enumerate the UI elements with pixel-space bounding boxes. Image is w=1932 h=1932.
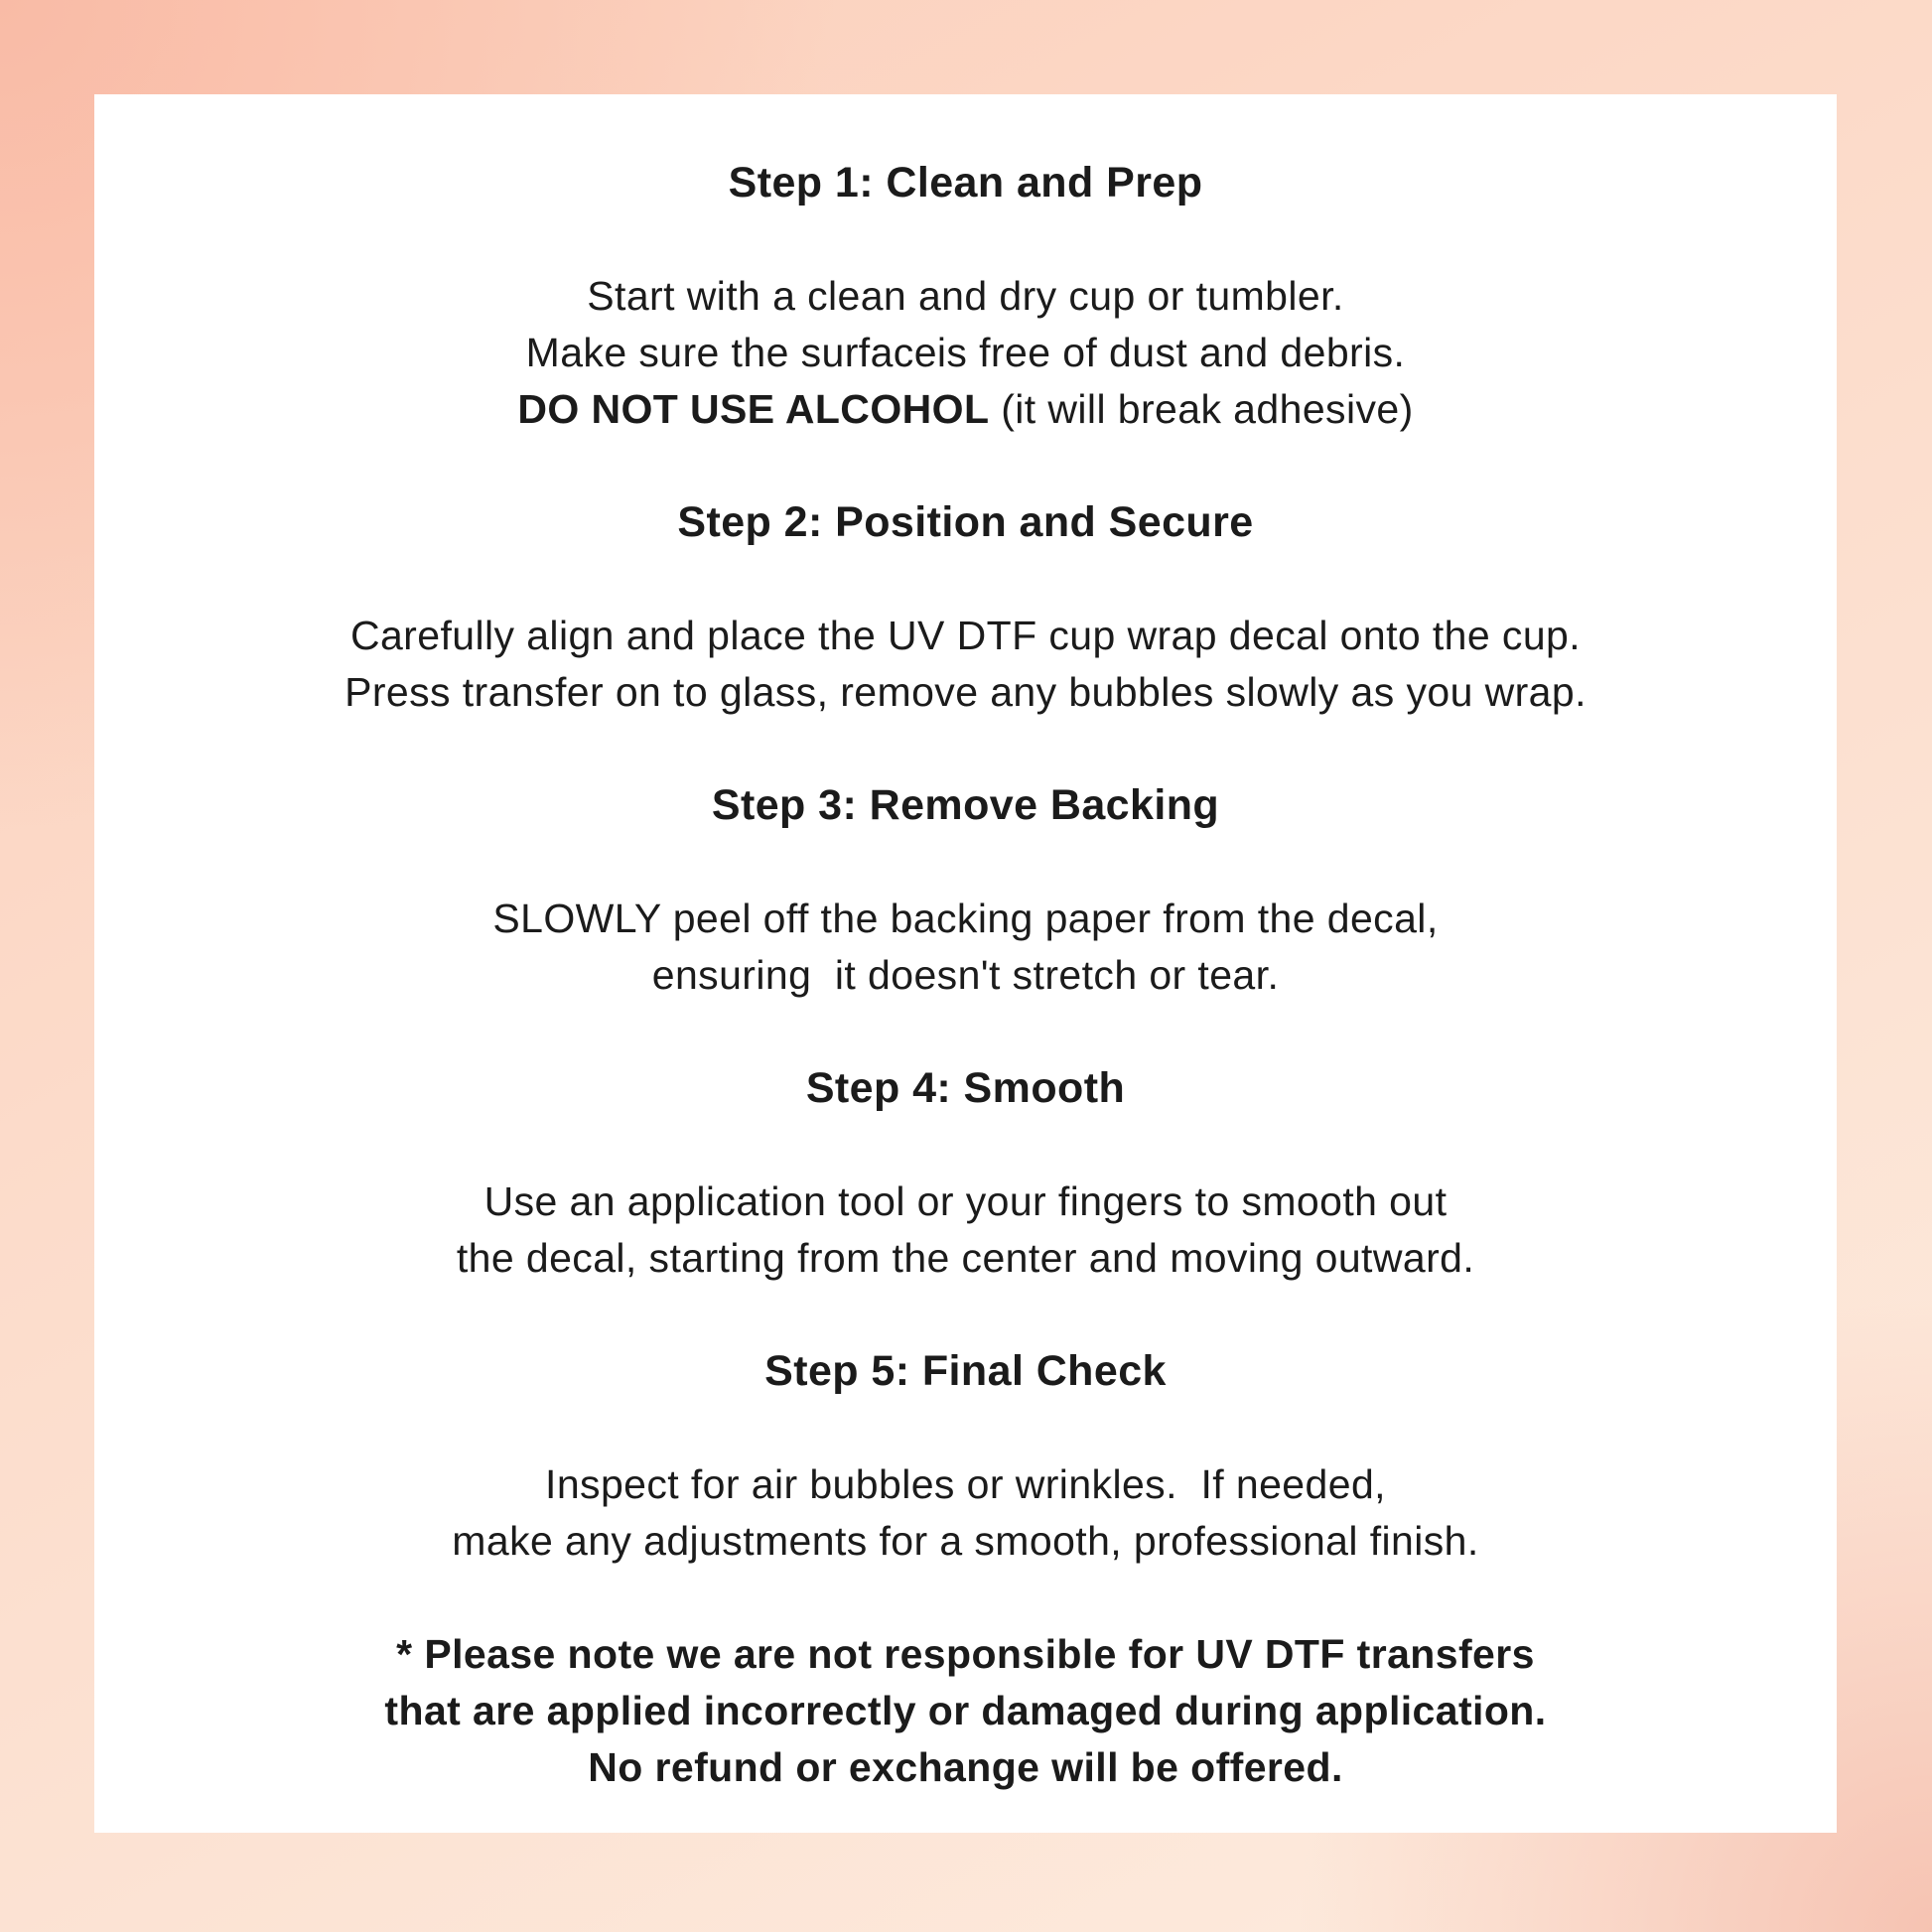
step-1-body <box>94 268 1837 438</box>
step-3-body <box>94 891 1837 1004</box>
step-1-line-1 <box>94 268 1837 325</box>
text-segment: Start with a clean and dry cup or tumbler. <box>587 273 1344 319</box>
disclaimer-line-1: * Please note we are not responsible for UV DTF transfers <box>396 1631 1535 1677</box>
text-segment: Carefully align and place the UV DTF cup wrap decal onto the cup. <box>349 613 1582 658</box>
text-segment: ensuring it doesn't stretch or tear. <box>651 952 1280 998</box>
step-1-line-3 <box>94 381 1837 438</box>
step-2-heading: Step 2: Position and Secure <box>677 498 1254 546</box>
disclaimer <box>94 1626 1837 1796</box>
step-2-line-1 <box>94 608 1837 664</box>
step-5-heading: Step 5: Final Check <box>764 1347 1167 1395</box>
step-4-heading: Step 4: Smooth <box>805 1064 1126 1112</box>
step-3-line-2 <box>94 947 1837 1004</box>
step-2-line-2 <box>94 664 1837 721</box>
step-5-line-1 <box>94 1456 1837 1513</box>
step-5-body <box>94 1456 1837 1570</box>
text-segment: Use an application tool or your fingers to smooth out <box>483 1178 1448 1224</box>
step-4-body <box>94 1173 1837 1287</box>
text-segment: SLOWLY peel off the backing paper from the decal, <box>492 896 1439 941</box>
step-1-line-2 <box>94 325 1837 381</box>
instructions <box>94 155 1837 1796</box>
step-1-heading: Step 1: Clean and Prep <box>728 159 1203 207</box>
text-segment: Make sure the surfaceis free of dust and debris. <box>525 330 1406 375</box>
instruction-card <box>94 94 1837 1833</box>
disclaimer-line-3: No refund or exchange will be offered. <box>588 1744 1343 1790</box>
text-segment: Inspect for air bubbles or wrinkles. If needed, <box>545 1461 1386 1507</box>
step-4-line-1 <box>94 1173 1837 1230</box>
step-3-heading: Step 3: Remove Backing <box>711 781 1220 829</box>
bold-text-segment: DO NOT USE ALCOHOL <box>517 386 990 432</box>
disclaimer-line-2: that are applied incorrectly or damaged during application. <box>384 1688 1547 1733</box>
text-segment: make any adjustments for a smooth, professional finish. <box>452 1518 1479 1564</box>
text-segment: (it will break adhesive) <box>989 386 1414 432</box>
step-3-line-1 <box>94 891 1837 947</box>
step-4-line-2 <box>94 1230 1837 1287</box>
step-2-body <box>94 608 1837 721</box>
text-segment: Press transfer on to glass, remove any bubbles slowly as you wrap. <box>345 669 1587 715</box>
step-5-line-2 <box>94 1513 1837 1570</box>
text-segment: the decal, starting from the center and moving outward. <box>456 1235 1475 1281</box>
